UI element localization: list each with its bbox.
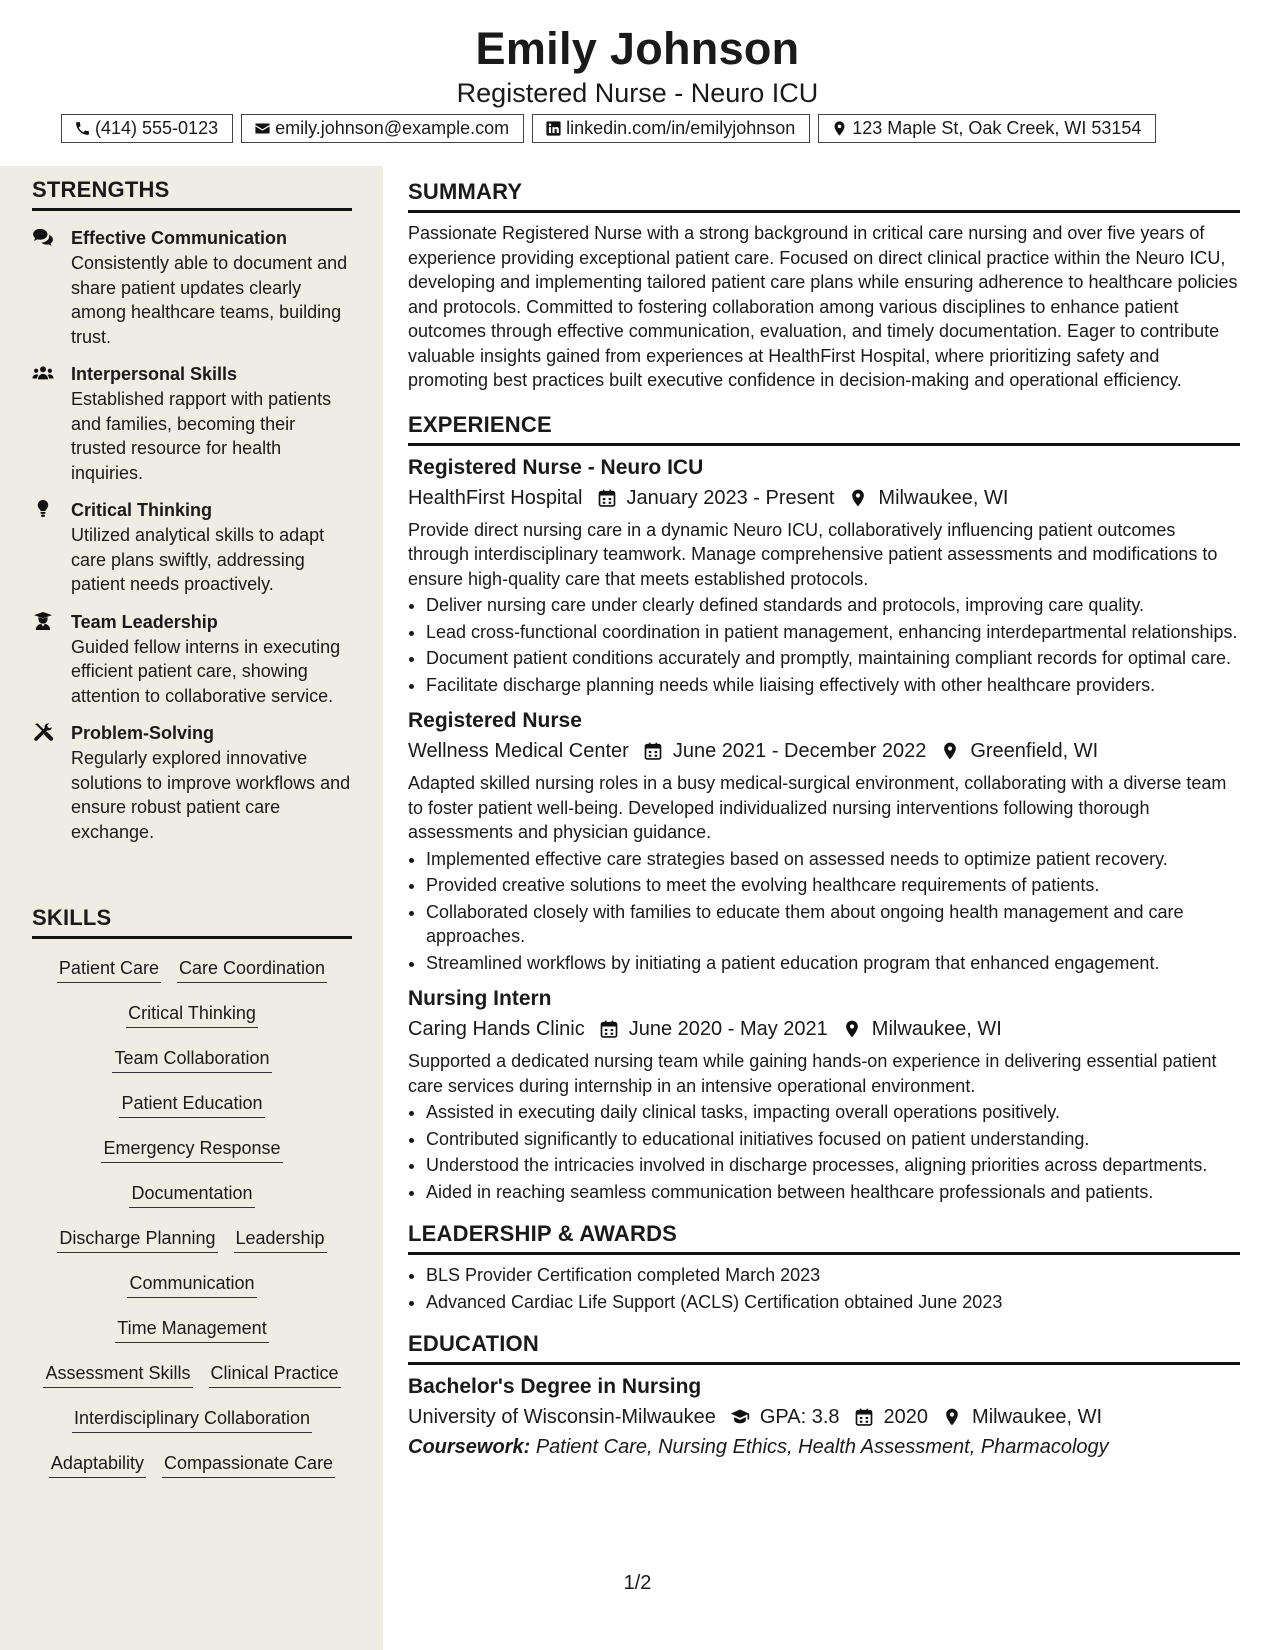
envelope-icon bbox=[254, 120, 271, 137]
job-entry bbox=[408, 454, 1240, 698]
tools-icon bbox=[32, 723, 54, 741]
job-location: Milwaukee, WI bbox=[871, 1018, 1002, 1040]
job-meta bbox=[408, 737, 1240, 765]
sidebar bbox=[0, 166, 383, 1650]
coursework-list: Patient Care, Nursing Ethics, Health Assessment, Pharmacology bbox=[535, 1436, 1109, 1458]
strength-desc: Utilized analytical skills to adapt care plans swiftly, addressing patient needs proactively. bbox=[71, 525, 325, 594]
graduation-cap-icon bbox=[730, 1407, 750, 1427]
awards-list bbox=[408, 1263, 1240, 1314]
education-meta bbox=[408, 1403, 1240, 1431]
page-number: 1/2 bbox=[623, 1572, 652, 1594]
gpa: GPA: 3.8 bbox=[759, 1406, 840, 1428]
job-bullets bbox=[408, 847, 1240, 976]
map-pin-icon bbox=[848, 488, 868, 508]
contact-email[interactable] bbox=[241, 114, 524, 143]
experience-heading: EXPERIENCE bbox=[408, 411, 1240, 446]
strength-name: Problem-Solving bbox=[71, 723, 215, 743]
company-name: HealthFirst Hospital bbox=[408, 486, 583, 509]
skill-tag: Clinical Practice bbox=[209, 1360, 341, 1388]
summary-text: Passionate Registered Nurse with a strong background in critical care nursing and over five years of experience providing exceptional patient care. Focused on direct clinical practice within the Neuro ICU, developing and implementing tailored patient care plans while ensuring adherence to healthcare policies and protocols. Committed to fostering collaboration among various disciplines to enhance patient outcomes through effective communication, evaluation, and timely documentation. Eager to contribute valuable insights gained from experiences at HealthFirst Hospital, where prioritizing safety and promoting best practices built executive confidence in decision-making and operational efficiency. bbox=[408, 223, 1238, 390]
skill-row bbox=[32, 1450, 352, 1495]
strength-name: Effective Communication bbox=[71, 228, 288, 248]
map-pin-icon bbox=[942, 1407, 962, 1427]
company-name: Wellness Medical Center bbox=[408, 740, 629, 762]
skill-tag: Assessment Skills bbox=[43, 1360, 192, 1388]
skill-row bbox=[32, 1135, 352, 1180]
strength-desc: Established rapport with patients and families, becoming their trusted resource for health inquiries. bbox=[71, 389, 332, 483]
skill-row bbox=[32, 1045, 352, 1090]
chat-bubbles-icon bbox=[32, 228, 54, 246]
skill-tag: Emergency Response bbox=[101, 1135, 282, 1163]
skill-tag: Patient Education bbox=[119, 1090, 264, 1118]
job-bullet: • Collaborated closely with families to educate them about ongoing health management and care approaches. bbox=[426, 900, 1240, 949]
strength-item bbox=[32, 361, 352, 485]
job-bullet: • Document patient conditions accurately and promptly, maintaining compliant records for optimal care. bbox=[426, 646, 1240, 671]
job-bullet: • Facilitate discharge planning needs while liaising effectively with other healthcare providers. bbox=[426, 673, 1240, 698]
skill-tag: Critical Thinking bbox=[126, 1000, 258, 1028]
calendar-icon bbox=[597, 488, 617, 508]
candidate-name: Emily Johnson bbox=[475, 23, 800, 74]
job-title: Registered Nurse - Neuro ICU bbox=[408, 455, 704, 479]
skill-row bbox=[32, 1405, 352, 1450]
skill-row bbox=[32, 955, 352, 1000]
school-name: University of Wisconsin-Milwaukee bbox=[408, 1406, 716, 1428]
skill-tag: Discharge Planning bbox=[57, 1225, 217, 1253]
job-bullet: • Contributed significantly to educational initiatives focused on patient understanding. bbox=[426, 1127, 1240, 1152]
contact-linkedin-text: linkedin.com/in/emilyjohnson bbox=[566, 118, 796, 138]
skill-row bbox=[32, 1225, 352, 1270]
skills-list bbox=[32, 955, 352, 1495]
candidate-title: Registered Nurse - Neuro ICU bbox=[456, 78, 819, 108]
graduate-icon bbox=[32, 612, 54, 630]
job-bullets bbox=[408, 593, 1240, 697]
contact-linkedin[interactable] bbox=[532, 114, 810, 143]
contact-address[interactable] bbox=[818, 114, 1156, 143]
job-dates: June 2021 - December 2022 bbox=[672, 740, 927, 762]
strength-desc: Consistently able to document and share patient updates clearly among healthcare teams, building trust. bbox=[71, 253, 348, 347]
job-bullet: • Aided in reaching seamless communication between healthcare professionals and patients. bbox=[426, 1180, 1240, 1205]
coursework bbox=[408, 1433, 1240, 1461]
job-entry bbox=[408, 985, 1240, 1204]
job-entry bbox=[408, 707, 1240, 975]
job-bullet: • Implemented effective care strategies based on assessed needs to optimize patient recovery. bbox=[426, 847, 1240, 872]
skill-tag: Adaptability bbox=[49, 1450, 146, 1478]
calendar-icon bbox=[599, 1019, 619, 1039]
job-bullet: • Understood the intricacies involved in discharge processes, aligning priorities across departments. bbox=[426, 1153, 1240, 1178]
job-title: Registered Nurse bbox=[408, 709, 582, 732]
education-heading: EDUCATION bbox=[408, 1330, 1240, 1365]
map-pin-icon bbox=[940, 741, 960, 761]
coursework-label: Coursework: bbox=[408, 1436, 531, 1458]
job-meta bbox=[408, 484, 1240, 512]
strength-item bbox=[32, 609, 352, 709]
skill-tag: Care Coordination bbox=[177, 955, 327, 983]
skill-row bbox=[32, 1315, 352, 1360]
job-bullet: • Provided creative solutions to meet the evolving healthcare requirements of patients. bbox=[426, 873, 1240, 898]
skills-section bbox=[32, 904, 352, 1495]
summary-heading: SUMMARY bbox=[408, 178, 1240, 213]
strength-name: Team Leadership bbox=[71, 611, 218, 632]
school-location: Milwaukee, WI bbox=[972, 1406, 1103, 1428]
contact-email-text: emily.johnson@example.com bbox=[275, 118, 510, 138]
job-bullet: • Lead cross-functional coordination in patient management, enhancing interdepartmental relationships. bbox=[426, 620, 1240, 645]
skill-row bbox=[32, 1180, 352, 1225]
experience-list bbox=[408, 454, 1240, 1205]
lightbulb-icon bbox=[32, 500, 54, 518]
skill-row bbox=[32, 1000, 352, 1045]
strength-item bbox=[32, 225, 352, 349]
job-location: Milwaukee, WI bbox=[878, 486, 1009, 509]
map-pin-icon bbox=[842, 1019, 862, 1039]
skill-row bbox=[32, 1090, 352, 1135]
contact-phone-text: (414) 555-0123 bbox=[95, 118, 219, 138]
skill-tag: Time Management bbox=[115, 1315, 268, 1343]
job-bullet: • Assisted in executing daily clinical tasks, impacting overall operations positively. bbox=[426, 1100, 1240, 1125]
contact-phone[interactable] bbox=[61, 114, 233, 143]
strengths-section bbox=[32, 176, 352, 844]
job-bullet: • Deliver nursing care under clearly defined standards and protocols, improving care quality. bbox=[426, 593, 1240, 618]
job-dates: June 2020 - May 2021 bbox=[628, 1018, 828, 1040]
job-bullets bbox=[408, 1100, 1240, 1204]
skill-tag: Team Collaboration bbox=[112, 1045, 271, 1073]
skills-heading: SKILLS bbox=[32, 904, 352, 939]
job-location: Greenfield, WI bbox=[970, 740, 1099, 762]
awards-heading: LEADERSHIP & AWARDS bbox=[408, 1220, 1240, 1255]
job-title: Nursing Intern bbox=[408, 987, 552, 1010]
map-pin-icon bbox=[831, 120, 848, 137]
linkedin-icon bbox=[545, 120, 562, 137]
award-item: • Advanced Cardiac Life Support (ACLS) Certification obtained June 2023 bbox=[426, 1290, 1240, 1315]
contact-address-text: 123 Maple St, Oak Creek, WI 53154 bbox=[852, 118, 1142, 138]
strengths-heading: STRENGTHS bbox=[32, 176, 352, 211]
strength-desc: Regularly explored innovative solutions to improve workflows and ensure robust patient care exchange. bbox=[71, 748, 351, 842]
skill-tag: Compassionate Care bbox=[162, 1450, 335, 1478]
graduation-year: 2020 bbox=[883, 1406, 929, 1428]
main-content bbox=[408, 178, 1240, 1461]
strength-name: Critical Thinking bbox=[71, 500, 213, 520]
skill-tag: Interdisciplinary Collaboration bbox=[72, 1405, 312, 1433]
skill-row bbox=[32, 1270, 352, 1315]
strength-item bbox=[32, 720, 352, 844]
job-description: Adapted skilled nursing roles in a busy medical-surgical environment, collaborating with a diverse team to foster patient well-being. Developed individualized nursing interventions following thorough assessments and physician guidance. bbox=[408, 773, 1227, 842]
people-group-icon bbox=[32, 364, 54, 382]
job-description: Supported a dedicated nursing team while gaining hands-on experience in delivering essential patient care services during internship in an intensive operational environment. bbox=[408, 1051, 1217, 1096]
strength-desc: Guided fellow interns in executing efficient patient care, showing attention to collaborative service. bbox=[71, 636, 341, 706]
degree-title: Bachelor's Degree in Nursing bbox=[408, 1375, 702, 1398]
skill-row bbox=[32, 1360, 352, 1405]
contact-bar bbox=[61, 114, 1156, 143]
strength-name: Interpersonal Skills bbox=[71, 364, 238, 384]
skill-tag: Communication bbox=[127, 1270, 256, 1298]
strength-item bbox=[32, 497, 352, 597]
skill-tag: Patient Care bbox=[57, 955, 161, 983]
company-name: Caring Hands Clinic bbox=[408, 1018, 585, 1040]
job-dates: January 2023 - Present bbox=[626, 486, 835, 509]
job-description: Provide direct nursing care in a dynamic Neuro ICU, collaboratively influencing patient outcomes through interdisciplinary teamwork. Manage comprehensive patient assessments and modifications to ensure high-quality care that meets established protocols. bbox=[408, 519, 1218, 589]
phone-icon bbox=[74, 120, 91, 137]
calendar-icon bbox=[643, 741, 663, 761]
award-item: • BLS Provider Certification completed March 2023 bbox=[426, 1263, 1240, 1288]
job-meta bbox=[408, 1015, 1240, 1043]
calendar-icon bbox=[854, 1407, 874, 1427]
skill-tag: Documentation bbox=[129, 1180, 254, 1208]
resume-header bbox=[0, 0, 1275, 110]
job-bullet: • Streamlined workflows by initiating a patient education program that enhanced engagement. bbox=[426, 951, 1240, 976]
skill-tag: Leadership bbox=[234, 1225, 327, 1253]
